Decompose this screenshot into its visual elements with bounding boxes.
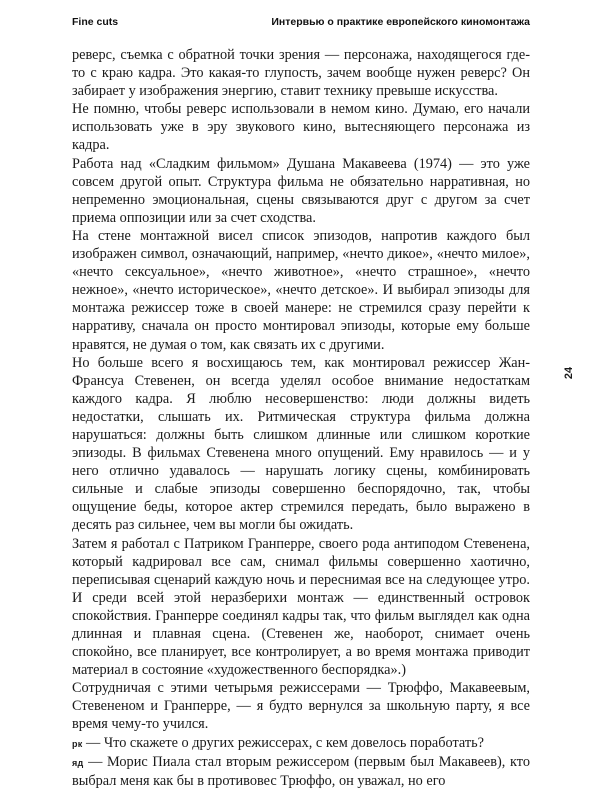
paragraph xyxy=(72,679,530,733)
page-number: 24 xyxy=(563,366,575,380)
paragraph-text: — Что скажете о других режиссерах, с кем довелось поработать? xyxy=(85,734,484,751)
speaker-label: рк xyxy=(72,738,83,749)
paragraph xyxy=(72,227,530,354)
header-book-title: Fine cuts xyxy=(72,16,119,28)
paragraph-text: Но больше всего я восхищаюсь тем, как монтировал режиссер Жан-Франсуа Стевенен, он всегда уделял особое внимание недостаткам каждого кадра. Я люблю несовершенство: люди должны видеть недостатки, слышать их. Ритмическая структура фильма должна нарушаться: должны быть слишком длинные или слишком короткие эпизоды. В фильмах Стевенена много опущений. Ему нравилось — и у него отлично удавалось — нарушать логику сцены, комбинировать сильные и слабые эпизоды совершенно беспорядочно, так, чтобы ощущение беды, которое актер стремился передать, было выражено в десять раз сильнее, чем вы могли бы ожидать. xyxy=(72,354,530,534)
speaker-label: яд xyxy=(72,757,84,768)
paragraph-text: реверс, съемка с обратной точки зрения — персонажа, находящегося где-то с краю кадра. Это какая-то глупость, зачем вообще нужен реверс? Он забирает у изображения энергию, ставит технику превыше искусства. xyxy=(72,47,530,100)
paragraph-text: Работа над «Сладким фильмом» Душана Макавеева (1974) — это уже совсем другой опыт. Структура фильма не обязательно нарративная, но непременно эмоциональная, сцены связываются друг с другом за счет приема оппозиции или за счет сходства. xyxy=(72,155,530,226)
paragraph-text: — Морис Пиала стал вторым режиссером (первым был Макавеев), кто выбрал меня как бы в противовес Трюффо, он уважал, но его xyxy=(72,753,530,789)
paragraph xyxy=(72,46,530,100)
paragraph-text: Сотрудничая с этими четырьмя режиссерами — Трюффо, Макавеевым, Стевененом и Гранперре, — я будто вернулся за школьную парту, я все время чему-то учился. xyxy=(72,680,530,733)
paragraph xyxy=(72,535,530,680)
running-header xyxy=(72,12,530,32)
header-chapter-title: Интервью о практике европейского киномонтажа xyxy=(271,16,530,28)
paragraph-text: Затем я работал с Патриком Гранперре, своего рода антиподом Стевенена, который кадрировал все сам, снимал фильмы совершенно хаотично, переписывая сценарий каждую ночь и переснимая все на следующее утро. И среди всей этой неразберихи монтаж — единственный островок спокойствия. Гранперре соединял кадры так, что фильм выглядел как одна длинная и плавная сцена. (Стевенен же, наоборот, снимает очень спокойно, все планирует, все контролирует, а во время монтажа приводит материал в состояние «художественного беспорядка».) xyxy=(72,535,530,679)
body-text xyxy=(72,46,530,790)
paragraph xyxy=(72,155,530,227)
paragraph xyxy=(72,100,530,154)
paragraph-text: Не помню, чтобы реверс использовали в немом кино. Думаю, его начали использовать уже в эру звукового кино, вытесняющего персонажа из кадра. xyxy=(72,101,530,154)
dialogue-answer xyxy=(72,753,530,790)
paragraph-text: На стене монтажной висел список эпизодов, напротив каждого был изображен символ, означающий, например, «нечто дикое», «нечто милое», «нечто сексуальное», «нечто животное», «нечто страшное», «нечто нежное», «нечто историческое», «нечто детское». И выбирал эпизоды для монтажа режиссер тоже в своей манере: не стремился сразу перейти к нарративу, сначала он просто монтировал эпизоды, которые ему больше нравятся, не думая о том, как связать их с другими. xyxy=(72,227,530,353)
paragraph xyxy=(72,354,530,535)
